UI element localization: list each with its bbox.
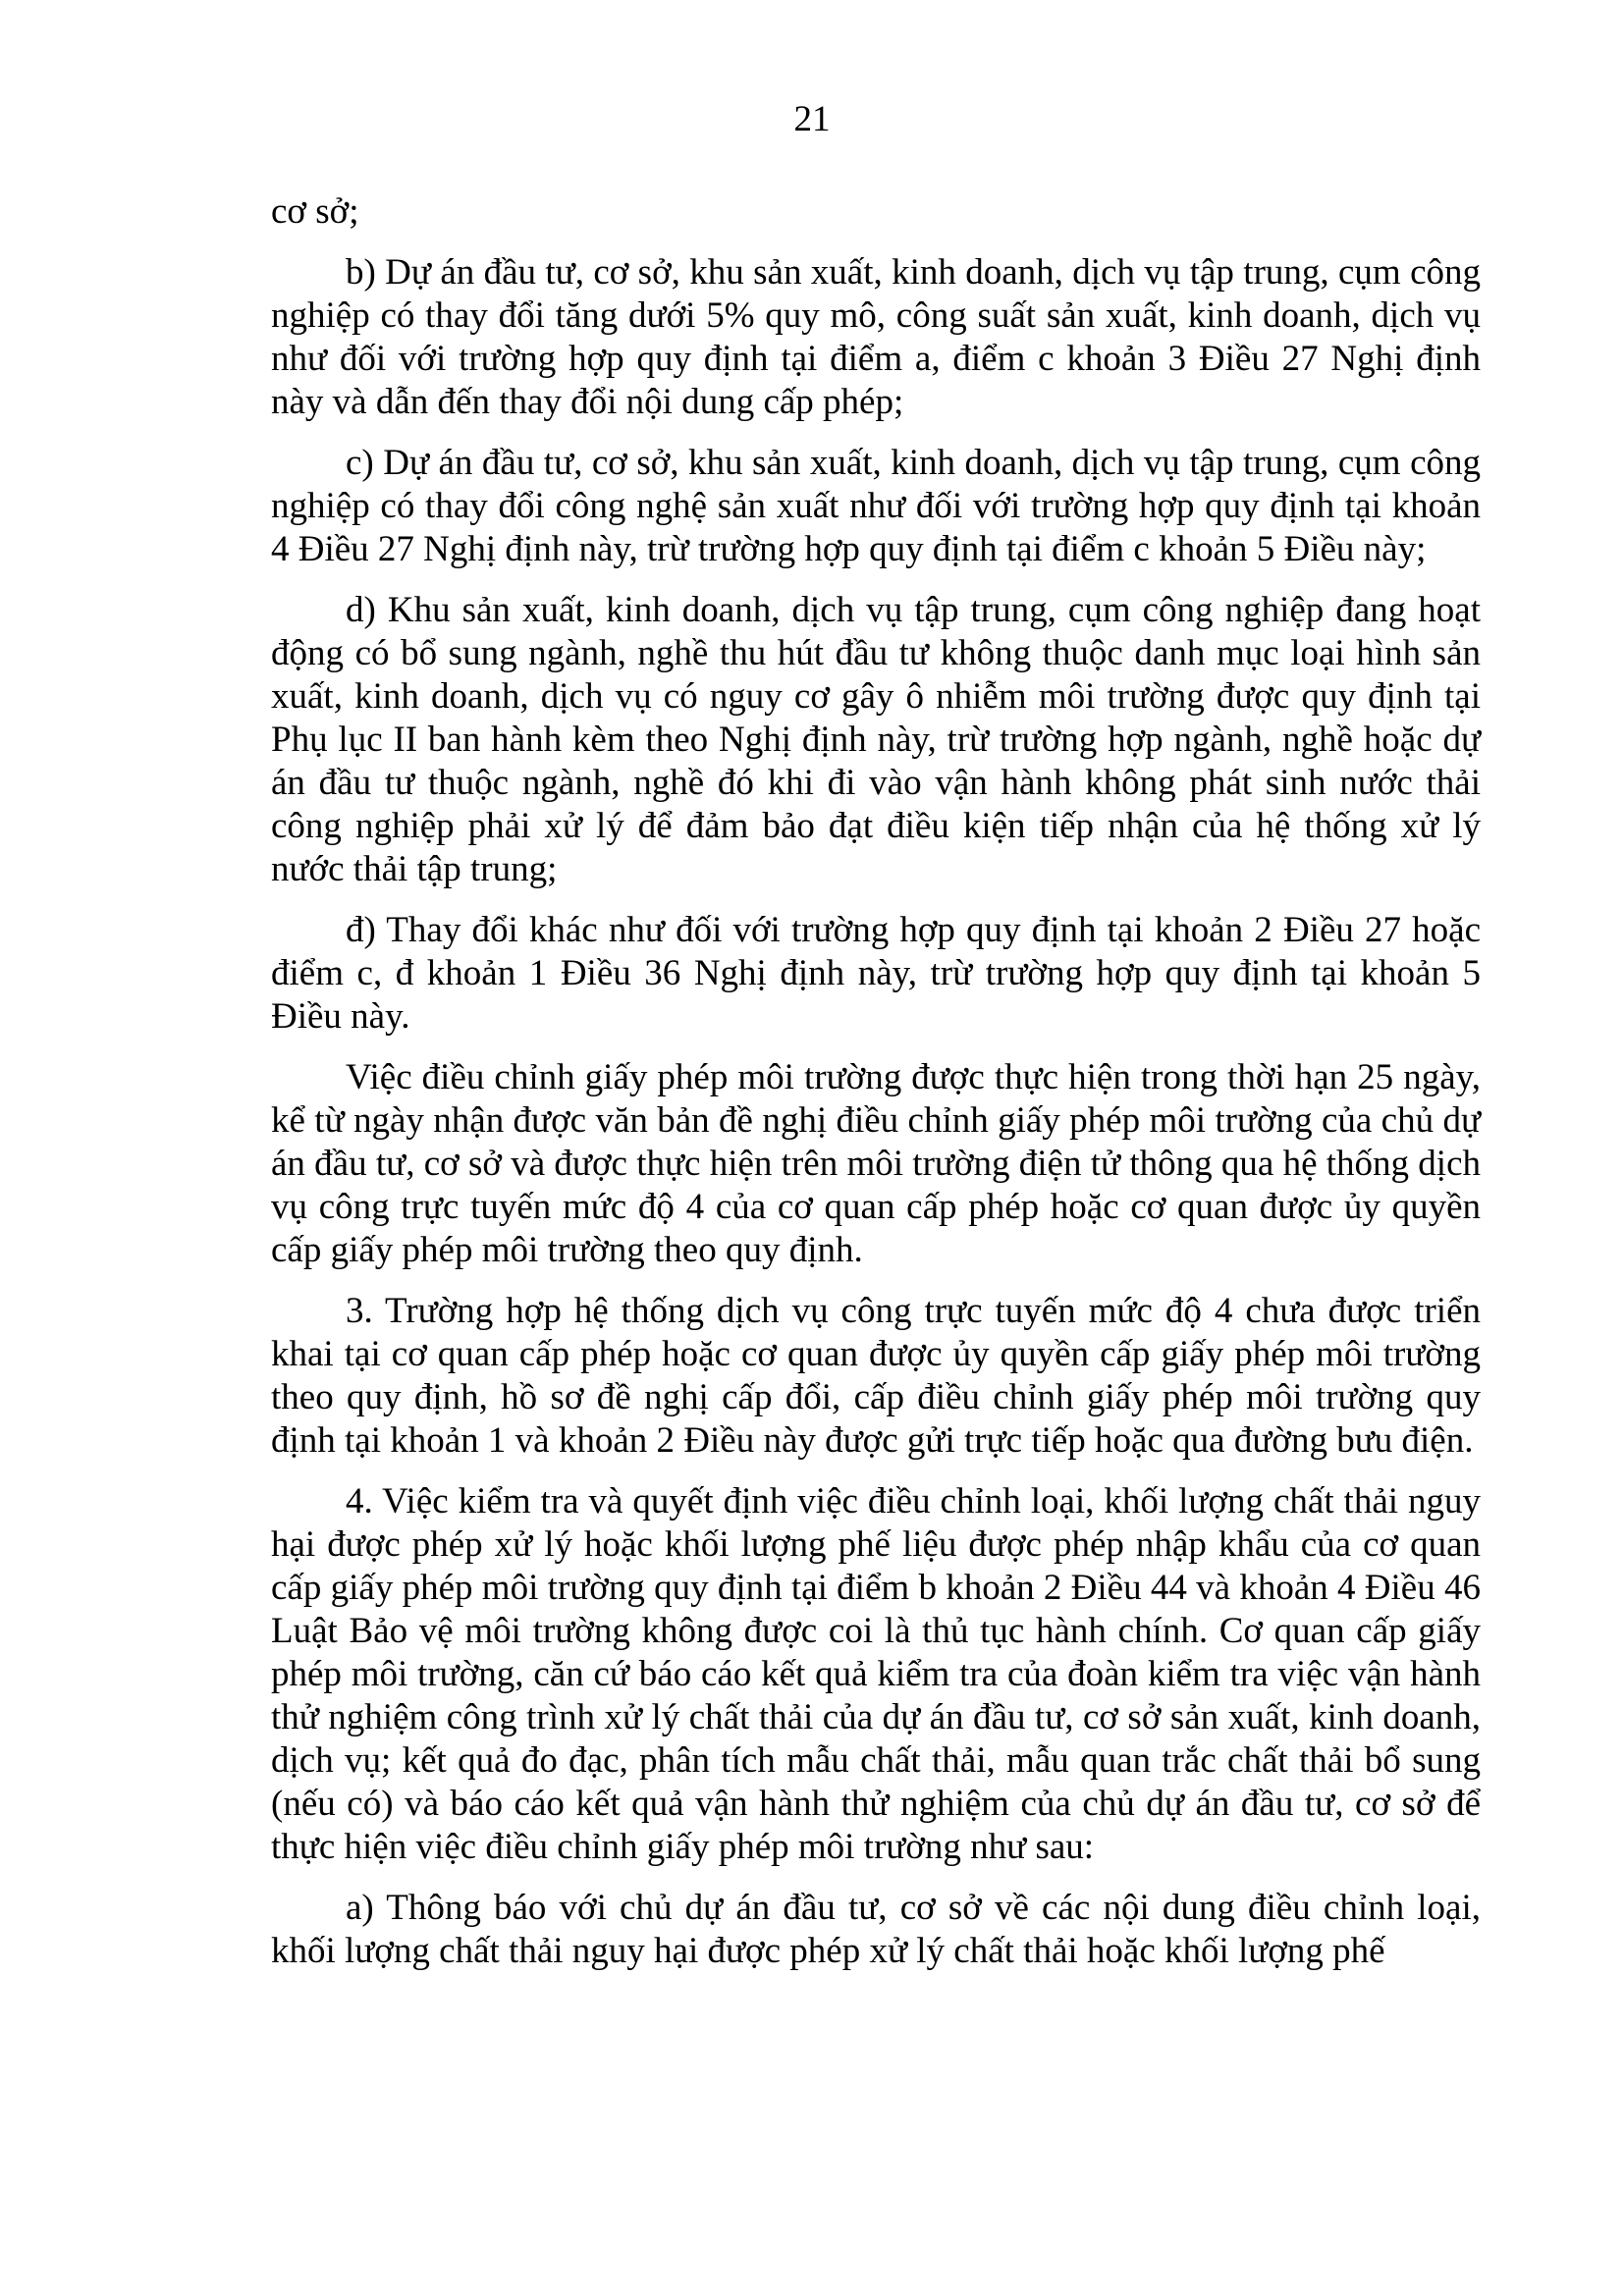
paragraph-clause-4-item-a: a) Thông báo với chủ dự án đầu tư, cơ sở về các nội dung điều chỉnh loại, khối lượng chất thải nguy hại được phép xử lý chất thải hoặc khối lượng phế [271,1888,1481,1971]
paragraph-item-d: d) Khu sản xuất, kinh doanh, dịch vụ tập trung, cụm công nghiệp đang hoạt động có bổ sung ngành, nghề thu hút đầu tư không thuộc danh mục loại hình sản xuất, kinh doanh, dịch vụ có nguy cơ gây ô nhiễm môi trường được quy định tại Phụ lục II ban hành kèm theo Nghị định này, trừ trường hợp ngành, nghề hoặc dự án đầu tư thuộc ngành, nghề đó khi đi vào vận hành không phát sinh nước thải công nghiệp phải xử lý để đảm bảo đạt điều kiện tiếp nhận của hệ thống xử lý nước thải tập trung; [271,590,1481,889]
paragraph-clause-3: 3. Trường hợp hệ thống dịch vụ công trực tuyến mức độ 4 chưa được triển khai tại cơ quan cấp phép hoặc cơ quan được ủy quyền cấp giấy phép môi trường theo quy định, hồ sơ đề nghị cấp đổi, cấp điều chỉnh giấy phép môi trường quy định tại khoản 1 và khoản 2 Điều này được gửi trực tiếp hoặc qua đường bưu điện. [271,1291,1481,1461]
paragraph-adjustment-time: Việc điều chỉnh giấy phép môi trường được thực hiện trong thời hạn 25 ngày, kể từ ngày nhận được văn bản đề nghị điều chỉnh giấy phép môi trường của chủ dự án đầu tư, cơ sở và được thực hiện trên môi trường điện tử thông qua hệ thống dịch vụ công trực tuyến mức độ 4 của cơ quan cấp phép hoặc cơ quan được ủy quyền cấp giấy phép môi trường theo quy định. [271,1057,1481,1270]
page-number: 21 [793,99,831,139]
document-body [271,190,1481,1991]
paragraph-item-dd: đ) Thay đổi khác như đối với trường hợp quy định tại khoản 2 Điều 27 hoặc điểm c, đ khoản 1 Điều 36 Nghị định này, trừ trường hợp quy định tại khoản 5 Điều này. [271,910,1481,1037]
paragraph-clause-4: 4. Việc kiểm tra và quyết định việc điều chỉnh loại, khối lượng chất thải nguy hại được phép xử lý hoặc khối lượng phế liệu được phép nhập khẩu của cơ quan cấp giấy phép môi trường quy định tại điểm b khoản 2 Điều 44 và khoản 4 Điều 46 Luật Bảo vệ môi trường không được coi là thủ tục hành chính. Cơ quan cấp giấy phép môi trường, căn cứ báo cáo kết quả kiểm tra của đoàn kiểm tra việc vận hành thử nghiệm công trình xử lý chất thải của dự án đầu tư, cơ sở sản xuất, kinh doanh, dịch vụ; kết quả đo đạc, phân tích mẫu chất thải, mẫu quan trắc chất thải bổ sung (nếu có) và báo cáo kết quả vận hành thử nghiệm của chủ dự án đầu tư, cơ sở để thực hiện việc điều chỉnh giấy phép môi trường như sau: [271,1481,1481,1867]
paragraph-continuation: cơ sở; [271,191,359,232]
paragraph-item-b: b) Dự án đầu tư, cơ sở, khu sản xuất, kinh doanh, dịch vụ tập trung, cụm công nghiệp có thay đổi tăng dưới 5% quy mô, công suất sản xuất, kinh doanh, dịch vụ như đối với trường hợp quy định tại điểm a, điểm c khoản 3 Điều 27 Nghị định này và dẫn đến thay đổi nội dung cấp phép; [271,252,1481,422]
paragraph-item-c: c) Dự án đầu tư, cơ sở, khu sản xuất, kinh doanh, dịch vụ tập trung, cụm công nghiệp có thay đổi công nghệ sản xuất như đối với trường hợp quy định tại khoản 4 Điều 27 Nghị định này, trừ trường hợp quy định tại điểm c khoản 5 Điều này; [271,443,1481,569]
